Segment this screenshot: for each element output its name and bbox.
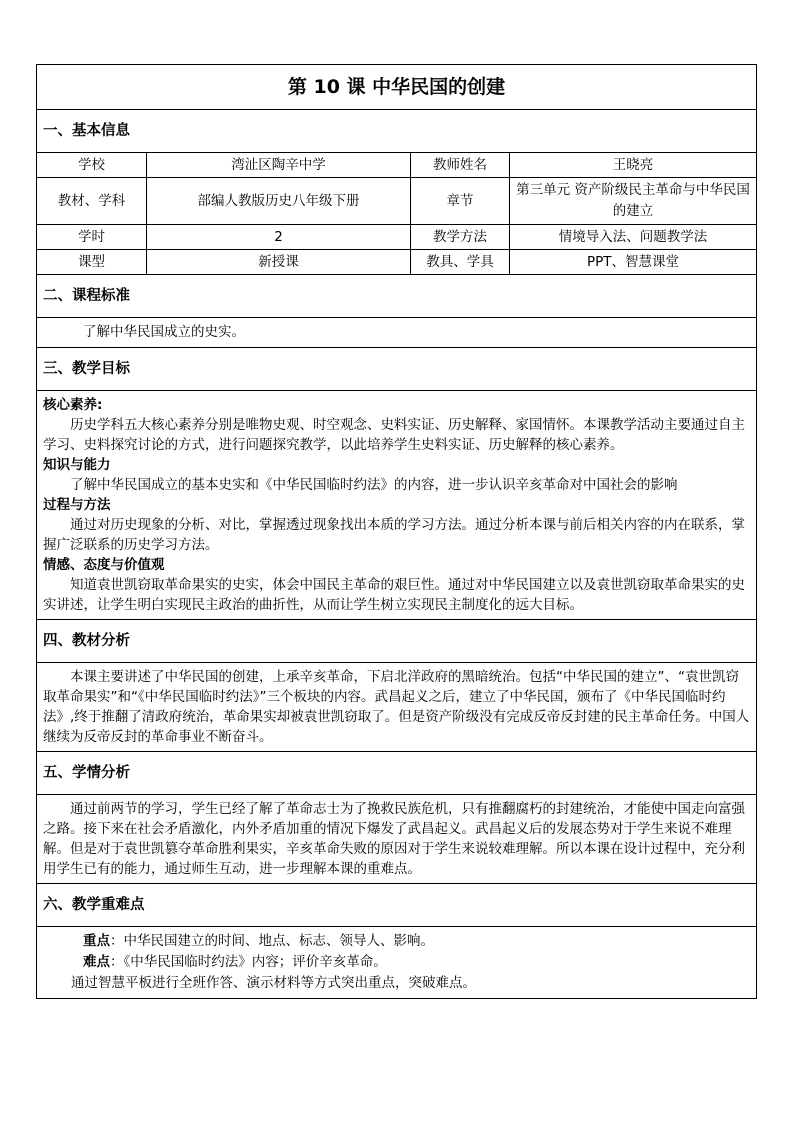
teacher-value: 王晓亮 <box>510 153 757 178</box>
teacher-label: 教师姓名 <box>411 153 510 178</box>
core-literacy-text: 历史学科五大核心素养分别是唯物史观、时空观念、史料实证、历史解释、家国情怀。本课教学活动主要通过自主学习、史料探究讨论的方式，进行问题探究教学，以此培养学生史料实证、历史解释的核心素养。 <box>43 417 745 453</box>
students-text: 通过前两节的学习，学生已经了解了革命志士为了挽救民族危机，只有推翻腐朽的封建统治，才能使中国走向富强之路。接下来在社会矛盾激化，内外矛盾加重的情况下爆发了武昌起义。武昌起义后的发展态势对于学生来说不难理解。但是对于袁世凯篡夺革命胜利果实，辛亥革命失败的原因对于学生来说较难理解。所以本课在设计过程中，充分利用学生已有的能力，通过师生互动，进一步理解本课的重难点。 <box>43 801 745 877</box>
hours-label: 学时 <box>37 225 147 250</box>
approach-text: 通过智慧平板进行全班作答、演示材料等方式突出重点，突破难点。 <box>71 975 476 991</box>
section-keypoints-heading: 六、教学重难点 <box>37 884 757 927</box>
section-goals-heading: 三、教学目标 <box>37 348 757 391</box>
keypoints-cell <box>37 927 757 999</box>
hours-value: 2 <box>147 225 411 250</box>
emotion-text: 知道袁世凯窃取革命果实的史实，体会中国民主革命的艰巨性。通过对中华民国建立以及袁世凯窃取革命果实的史实讲述，让学生明白实现民主政治的曲折性，从而让学生树立实现民主制度化的远大目标。 <box>43 577 745 613</box>
method-value: 情境导入法、问题教学法 <box>510 225 757 250</box>
goals-cell <box>37 391 757 620</box>
school-label: 学校 <box>37 153 147 178</box>
type-label: 课型 <box>37 250 147 275</box>
tools-value: PPT、智慧课堂 <box>510 250 757 275</box>
students-cell <box>37 795 757 884</box>
key-point-text: ：中华民国建立的时间、地点、标志、领导人、影响。 <box>110 933 434 949</box>
lesson-plan-table <box>36 64 757 999</box>
lesson-plan-document <box>36 64 756 999</box>
core-literacy-heading: 核心素养: <box>43 397 103 413</box>
material-cell <box>37 663 757 752</box>
school-value: 湾沚区陶辛中学 <box>147 153 411 178</box>
emotion-heading: 情感、态度与价值观 <box>43 557 165 573</box>
section-students-heading: 五、学情分析 <box>37 752 757 795</box>
chapter-value: 第三单元 资产阶级民主革命与中华民国的建立 <box>510 178 757 225</box>
section-standard-heading: 二、课程标准 <box>37 275 757 318</box>
process-heading: 过程与方法 <box>43 497 111 513</box>
difficulty-label: 难点 <box>83 954 110 970</box>
difficulty-line <box>43 952 750 973</box>
textbook-label: 教材、学科 <box>37 178 147 225</box>
process-text: 通过对历史现象的分析、对比，掌握透过现象找出本质的学习方法。通过分析本课与前后相关内容的内在联系，掌握广泛联系的历史学习方法。 <box>43 517 745 553</box>
lesson-title: 第 10 课 中华民国的创建 <box>37 65 757 110</box>
key-point-line <box>43 931 750 952</box>
difficulty-text: ：《中华民国临时约法》内容；评价辛亥革命。 <box>110 954 387 970</box>
tools-label: 教具、学具 <box>411 250 510 275</box>
knowledge-heading: 知识与能力 <box>43 457 111 473</box>
knowledge-text: 了解中华民国成立的基本史实和《中华民国临时约法》的内容，进一步认识辛亥革命对中国社会的影响 <box>70 477 678 493</box>
type-value: 新授课 <box>147 250 411 275</box>
standard-cell <box>37 318 757 348</box>
key-point-label: 重点 <box>83 933 110 949</box>
material-text: 本课主要讲述了中华民国的创建，上承辛亥革命，下启北洋政府的黑暗统治。包括“中华民国的建立”、“袁世凯窃取革命果实”和“《中华民国临时约法》”三个板块的内容。武昌起义之后，建立了中华民国，颁布了《中华民国临时约法》,终于推翻了清政府统治，革命果实却被袁世凯窃取了。但是资产阶级没有完成反帝反封建的民主革命任务。中国人继续为反帝反封的革命事业不断奋斗。 <box>43 669 750 745</box>
chapter-label: 章节 <box>411 178 510 225</box>
standard-text: 了解中华民国成立的史实。 <box>83 324 245 340</box>
textbook-value: 部编人教版历史八年级下册 <box>147 178 411 225</box>
section-basic-info-heading: 一、基本信息 <box>37 110 757 153</box>
method-label: 教学方法 <box>411 225 510 250</box>
section-material-heading: 四、教材分析 <box>37 620 757 663</box>
